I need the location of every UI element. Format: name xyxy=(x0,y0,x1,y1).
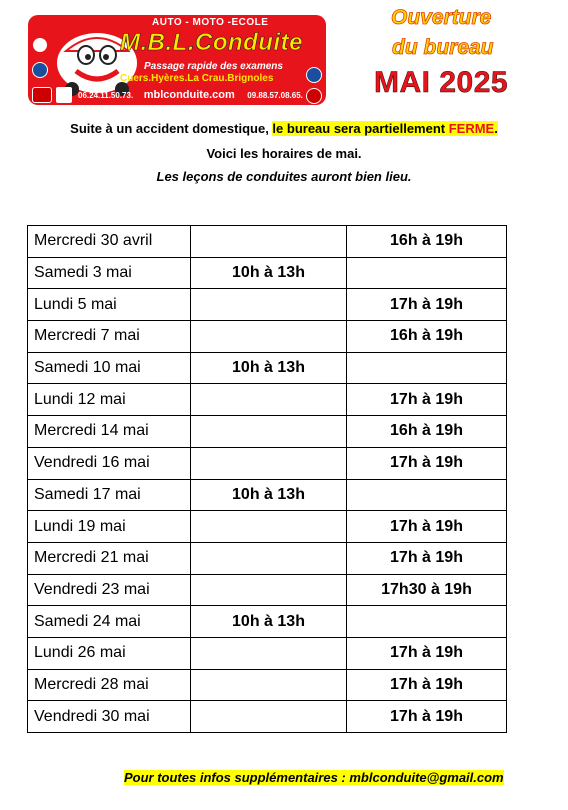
logo-towns: Cuers.Hyères.La Crau.Brignoles xyxy=(120,73,274,84)
morning-cell: 10h à 13h xyxy=(191,479,347,511)
day-cell: Mercredi 28 mai xyxy=(28,669,191,701)
table-row xyxy=(28,511,507,543)
day-cell: Samedi 3 mai xyxy=(28,257,191,289)
morning-cell xyxy=(191,669,347,701)
heading-line-1: Ouverture xyxy=(391,6,492,29)
morning-cell xyxy=(191,511,347,543)
afternoon-cell: 17h à 19h xyxy=(347,511,507,543)
speed-limit-sign-icon xyxy=(32,37,48,53)
notice-line-2: Voici les horaires de mai. xyxy=(206,146,362,161)
table-row xyxy=(28,606,507,638)
day-cell: Lundi 12 mai xyxy=(28,384,191,416)
heading-month: MAI 2025 xyxy=(374,66,509,99)
afternoon-cell: 16h à 19h xyxy=(347,226,507,258)
no-entry-sign-icon xyxy=(306,88,322,104)
day-cell: Vendredi 16 mai xyxy=(28,447,191,479)
morning-cell xyxy=(191,321,347,353)
notice-closed-word: FERME xyxy=(448,121,495,136)
afternoon-cell: 17h à 19h xyxy=(347,289,507,321)
footer-contact: Pour toutes infos supplémentaires : mblconduite@gmail.com xyxy=(124,770,504,785)
notice-highlight-text: le bureau sera partiellement xyxy=(272,121,449,136)
afternoon-cell: 17h à 19h xyxy=(347,384,507,416)
arrow-sign-icon xyxy=(32,62,48,78)
notice-line-3: Les leçons de conduites auront bien lieu. xyxy=(156,169,412,184)
logo-contact xyxy=(78,89,303,101)
schedule-table xyxy=(27,225,507,733)
morning-cell: 10h à 13h xyxy=(191,352,347,384)
morning-cell xyxy=(191,447,347,479)
table-row xyxy=(28,257,507,289)
table-row xyxy=(28,321,507,353)
table-row xyxy=(28,289,507,321)
table-row xyxy=(28,479,507,511)
day-cell: Samedi 24 mai xyxy=(28,606,191,638)
day-cell: Mercredi 7 mai xyxy=(28,321,191,353)
afternoon-cell: 17h à 19h xyxy=(347,542,507,574)
morning-cell xyxy=(191,542,347,574)
morning-cell: 10h à 13h xyxy=(191,257,347,289)
afternoon-cell: 16h à 19h xyxy=(347,321,507,353)
day-cell: Mercredi 30 avril xyxy=(28,226,191,258)
afternoon-cell: 17h à 19h xyxy=(347,447,507,479)
table-row xyxy=(28,352,507,384)
notice-period: . xyxy=(494,121,498,136)
warning-sign-icon xyxy=(56,87,72,103)
morning-cell xyxy=(191,416,347,448)
day-cell: Samedi 10 mai xyxy=(28,352,191,384)
afternoon-cell: 17h à 19h xyxy=(347,669,507,701)
logo-phone-1: 06.24.11.50.73. xyxy=(78,91,134,100)
logo-brand: M.B.L.Conduite xyxy=(120,29,303,56)
logo-website: mblconduite.com xyxy=(143,89,235,101)
table-row xyxy=(28,669,507,701)
morning-cell: 10h à 13h xyxy=(191,606,347,638)
table-row xyxy=(28,447,507,479)
afternoon-cell xyxy=(347,257,507,289)
table-row xyxy=(28,574,507,606)
table-row xyxy=(28,637,507,669)
afternoon-cell xyxy=(347,479,507,511)
morning-cell xyxy=(191,701,347,733)
notice-intro: Suite à un accident domestique, xyxy=(70,121,273,136)
afternoon-cell: 17h à 19h xyxy=(347,637,507,669)
logo-category: AUTO - MOTO -ECOLE xyxy=(152,17,269,28)
notice-line-1 xyxy=(0,121,568,136)
afternoon-cell: 16h à 19h xyxy=(347,416,507,448)
table-row xyxy=(28,226,507,258)
roundabout-sign-icon xyxy=(306,67,322,83)
day-cell: Lundi 19 mai xyxy=(28,511,191,543)
afternoon-cell xyxy=(347,352,507,384)
stop-sign-icon xyxy=(32,87,52,103)
day-cell: Vendredi 30 mai xyxy=(28,701,191,733)
table-row xyxy=(28,416,507,448)
afternoon-cell xyxy=(347,606,507,638)
heading-line-2: du bureau xyxy=(392,36,494,59)
table-row xyxy=(28,384,507,416)
logo-phone-2: 09.88.57.08.65. xyxy=(247,91,303,100)
morning-cell xyxy=(191,289,347,321)
school-logo xyxy=(28,15,326,105)
afternoon-cell: 17h30 à 19h xyxy=(347,574,507,606)
morning-cell xyxy=(191,384,347,416)
morning-cell xyxy=(191,637,347,669)
table-row xyxy=(28,542,507,574)
notice-highlight xyxy=(272,121,497,136)
table-row xyxy=(28,701,507,733)
day-cell: Mercredi 14 mai xyxy=(28,416,191,448)
afternoon-cell: 17h à 19h xyxy=(347,701,507,733)
day-cell: Lundi 5 mai xyxy=(28,289,191,321)
morning-cell xyxy=(191,574,347,606)
day-cell: Vendredi 23 mai xyxy=(28,574,191,606)
day-cell: Lundi 26 mai xyxy=(28,637,191,669)
morning-cell xyxy=(191,226,347,258)
logo-tagline: Passage rapide des examens xyxy=(144,61,283,72)
day-cell: Samedi 17 mai xyxy=(28,479,191,511)
schedule-body xyxy=(28,226,507,733)
day-cell: Mercredi 21 mai xyxy=(28,542,191,574)
